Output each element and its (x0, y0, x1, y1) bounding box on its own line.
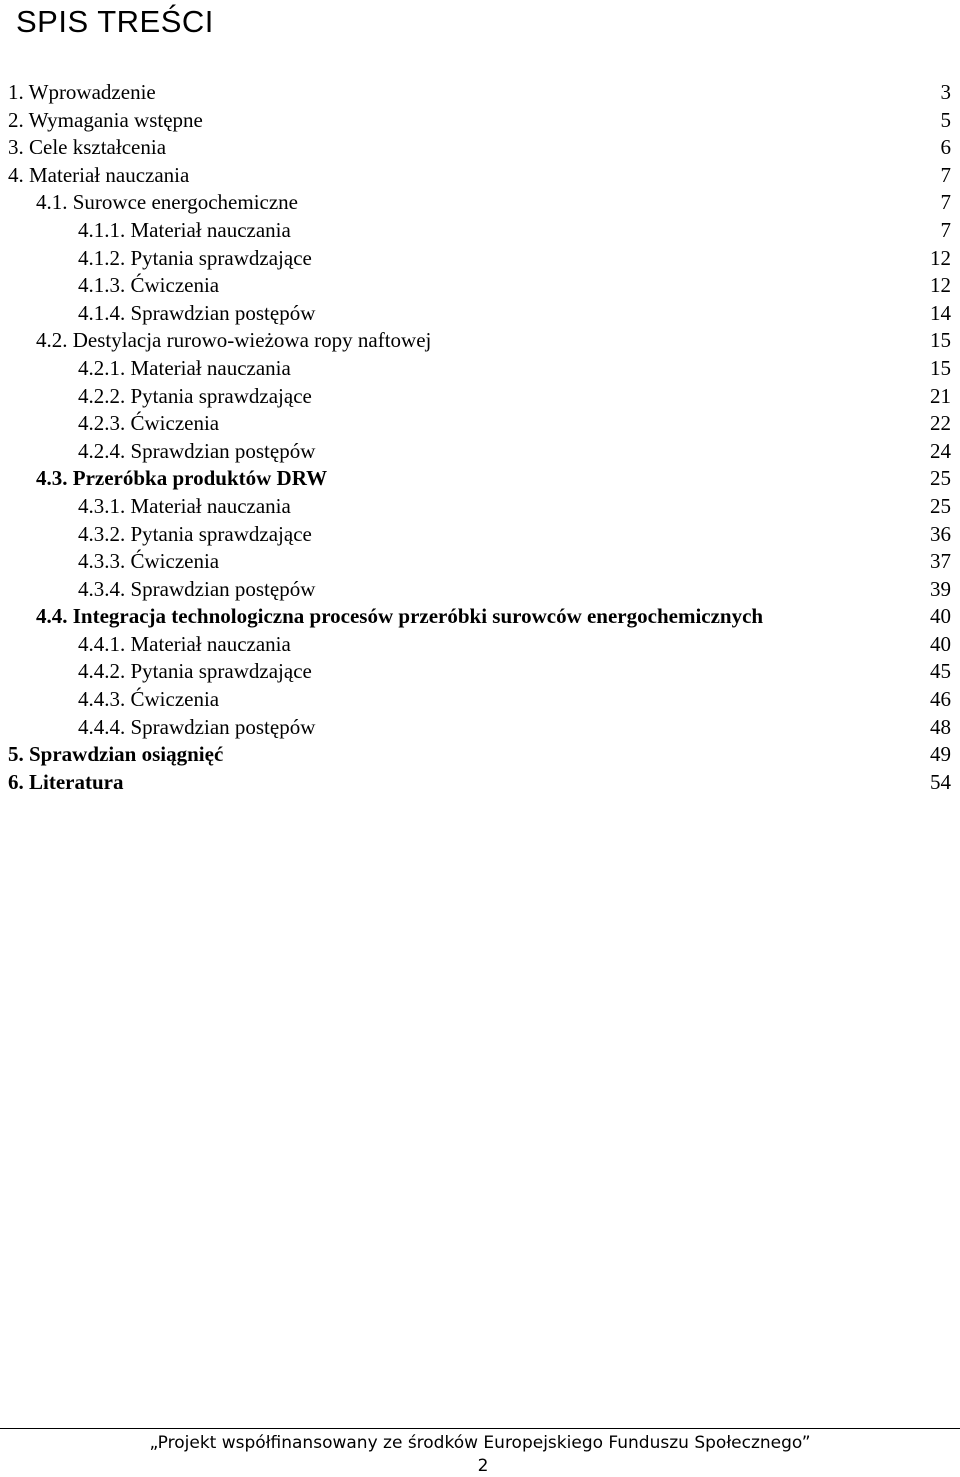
toc-entry-page: 12 (930, 273, 951, 298)
toc-entry-label: 4.3.2. Pytania sprawdzające (78, 521, 312, 546)
toc-entry-page: 12 (930, 245, 951, 270)
toc-entry[interactable] (0, 134, 960, 162)
table-of-contents (0, 79, 960, 796)
toc-entry[interactable] (0, 521, 960, 549)
toc-entry-label: 6. Literatura (8, 769, 124, 794)
toc-entry-page: 45 (930, 659, 951, 684)
toc-entry[interactable] (0, 217, 960, 245)
toc-entry-page: 22 (930, 411, 951, 436)
footer-note: „Projekt współfinansowany ze środków Europejskiego Funduszu Społecznego” (149, 1433, 811, 1453)
toc-entry[interactable] (0, 189, 960, 217)
toc-entry-label: 3. Cele kształcenia (8, 135, 167, 160)
toc-entry[interactable] (0, 741, 960, 769)
toc-entry-label: 4.2. Destylacja rurowo-wieżowa ropy naftowej (36, 328, 432, 353)
toc-entry[interactable] (0, 245, 960, 273)
toc-entry[interactable] (0, 493, 960, 521)
toc-entry[interactable] (0, 410, 960, 438)
toc-entry-label: 4.4.4. Sprawdzian postępów (78, 714, 316, 739)
toc-entry[interactable] (0, 79, 960, 107)
toc-entry-label: 4.4. Integracja technologiczna procesów przeróbki surowców energochemicznych (36, 604, 764, 629)
toc-entry-page: 21 (930, 383, 951, 408)
toc-entry-label: 5. Sprawdzian osiągnięć (8, 742, 224, 767)
toc-entry-label: 4.4.3. Ćwiczenia (78, 687, 220, 712)
toc-entry-page: 15 (930, 355, 951, 380)
toc-entry-label: 4.1.2. Pytania sprawdzające (78, 245, 312, 270)
toc-entry-label: 4.3. Przeróbka produktów DRW (36, 466, 328, 491)
toc-entry-label: 4.3.1. Materiał nauczania (78, 493, 291, 518)
toc-entry[interactable] (0, 162, 960, 190)
toc-entry-label: 4.2.4. Sprawdzian postępów (78, 438, 316, 463)
toc-entry[interactable] (0, 355, 960, 383)
toc-entry-page: 6 (940, 135, 951, 160)
toc-entry-page: 15 (930, 328, 951, 353)
toc-entry-label: 4.2.3. Ćwiczenia (78, 411, 220, 436)
toc-entry-page: 40 (930, 631, 951, 656)
toc-entry-label: 4.1.3. Ćwiczenia (78, 273, 220, 298)
toc-entry[interactable] (0, 548, 960, 576)
toc-entry-page: 25 (930, 493, 951, 518)
toc-entry-page: 25 (930, 466, 951, 491)
toc-entry-page: 7 (940, 162, 951, 187)
toc-entry-page: 36 (930, 521, 951, 546)
page-title: SPIS TREŚCI (16, 4, 214, 39)
toc-entry-label: 4.2.1. Materiał nauczania (78, 355, 291, 380)
toc-entry[interactable] (0, 300, 960, 328)
toc-entry[interactable] (0, 327, 960, 355)
toc-entry-page: 7 (940, 190, 951, 215)
toc-entry-page: 49 (930, 742, 951, 767)
toc-entry-label: 4.1. Surowce energochemiczne (36, 190, 299, 215)
page-number: 2 (477, 1456, 489, 1476)
toc-entry-label: 1. Wprowadzenie (8, 80, 156, 104)
footer-divider (0, 1428, 960, 1429)
toc-entry[interactable] (0, 438, 960, 466)
toc-entry-label: 4.4.1. Materiał nauczania (78, 631, 291, 656)
toc-entry-label: 4.3.4. Sprawdzian postępów (78, 576, 316, 601)
toc-entry[interactable] (0, 686, 960, 714)
toc-entry[interactable] (0, 631, 960, 659)
toc-entry[interactable] (0, 107, 960, 135)
toc-entry[interactable] (0, 383, 960, 411)
toc-entry-page: 7 (940, 217, 951, 242)
toc-entry[interactable] (0, 576, 960, 604)
toc-entry-page: 54 (930, 769, 951, 794)
toc-entry[interactable] (0, 272, 960, 300)
toc-entry-page: 46 (930, 687, 951, 712)
toc-entry-label: 4.3.3. Ćwiczenia (78, 549, 220, 574)
toc-entry-label: 4.1.1. Materiał nauczania (78, 217, 291, 242)
toc-entry-page: 14 (930, 300, 951, 325)
toc-entry[interactable] (0, 603, 960, 631)
toc-entry-page: 37 (930, 549, 951, 574)
toc-entry-label: 2. Wymagania wstępne (8, 107, 203, 132)
toc-entry[interactable] (0, 769, 960, 797)
toc-entry-page: 48 (930, 714, 951, 739)
toc-entry[interactable] (0, 465, 960, 493)
toc-entry[interactable] (0, 658, 960, 686)
toc-entry-label: 4.1.4. Sprawdzian postępów (78, 300, 316, 325)
toc-entry-page: 24 (930, 438, 951, 463)
toc-entry-label: 4. Materiał nauczania (8, 162, 190, 187)
toc-entry-label: 4.2.2. Pytania sprawdzające (78, 383, 312, 408)
toc-entry-page: 39 (930, 576, 951, 601)
toc-entry-page: 3 (940, 80, 951, 104)
toc-entry[interactable] (0, 714, 960, 742)
toc-entry-label: 4.4.2. Pytania sprawdzające (78, 659, 312, 684)
toc-entry-page: 40 (930, 604, 951, 629)
toc-entry-page: 5 (940, 107, 951, 132)
